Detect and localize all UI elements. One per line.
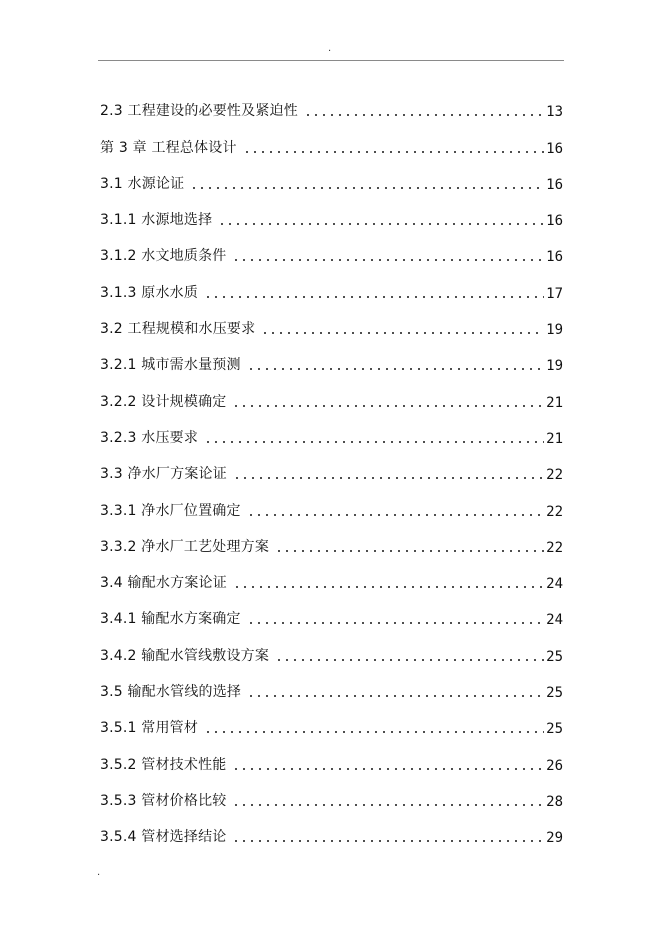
toc-entry-page: 16 xyxy=(546,140,563,157)
toc-entry-title: 3.4.1 输配水方案确定 xyxy=(100,611,241,628)
toc-leader-dots xyxy=(275,659,544,661)
toc-entry-page: 25 xyxy=(546,648,563,665)
toc-leader-dots xyxy=(232,768,544,770)
header-rule xyxy=(98,60,564,61)
toc-entry-page: 22 xyxy=(546,503,563,520)
toc-leader-dots xyxy=(243,151,544,153)
toc-entry[interactable] xyxy=(100,774,563,810)
toc-leader-dots xyxy=(232,840,544,842)
toc-leader-dots xyxy=(247,514,544,516)
toc-entry-page: 22 xyxy=(546,539,563,556)
toc-entry-title: 3.1.2 水文地质条件 xyxy=(100,248,227,265)
toc-leader-dots xyxy=(304,114,544,116)
toc-leader-dots xyxy=(233,477,544,479)
toc-entry-page: 29 xyxy=(546,830,563,847)
toc-entry-title: 3.5.2 管材技术性能 xyxy=(100,756,227,773)
toc-entry[interactable] xyxy=(100,229,563,265)
toc-leader-dots xyxy=(247,622,544,624)
toc-entry[interactable] xyxy=(100,120,563,156)
toc-entry[interactable] xyxy=(100,265,563,301)
toc-entry[interactable] xyxy=(100,520,563,556)
toc-entry-page: 17 xyxy=(546,285,563,302)
toc-entry-title: 3.3.1 净水厂位置确定 xyxy=(100,502,241,519)
toc-entry-title: 2.3 工程建设的必要性及紧迫性 xyxy=(100,103,298,120)
toc-entry-title: 3.3.2 净水厂工艺处理方案 xyxy=(100,538,270,555)
toc-entry[interactable] xyxy=(100,374,563,410)
toc-entry-title: 第 3 章 工程总体设计 xyxy=(100,139,237,156)
toc-entry[interactable] xyxy=(100,665,563,701)
toc-entry-page: 16 xyxy=(546,249,563,266)
toc-leader-dots xyxy=(232,259,544,261)
toc-leader-dots xyxy=(218,223,544,225)
toc-entry-title: 3.1 水源论证 xyxy=(100,175,185,192)
toc-entry[interactable] xyxy=(100,628,563,664)
toc-entry[interactable] xyxy=(100,556,563,592)
toc-entry-page: 13 xyxy=(546,104,563,121)
toc-entry-page: 19 xyxy=(546,358,563,375)
toc-entry[interactable] xyxy=(100,592,563,628)
toc-entry[interactable] xyxy=(100,447,563,483)
toc-leader-dots xyxy=(204,731,544,733)
toc-leader-dots xyxy=(275,550,544,552)
toc-entry-page: 16 xyxy=(546,213,563,230)
toc-leader-dots xyxy=(261,332,544,334)
toc-entry-page: 28 xyxy=(546,793,563,810)
toc-leader-dots xyxy=(232,804,544,806)
toc-entry-title: 3.4.2 输配水管线敷设方案 xyxy=(100,647,270,664)
toc-leader-dots xyxy=(247,695,544,697)
toc-entry-page: 19 xyxy=(546,322,563,339)
toc-entry-page: 21 xyxy=(546,430,563,447)
toc-entry[interactable] xyxy=(100,338,563,374)
toc-leader-dots xyxy=(204,441,544,443)
toc-entry-page: 24 xyxy=(546,612,563,629)
toc-entry[interactable] xyxy=(100,701,563,737)
toc-entry-title: 3.5 输配水管线的选择 xyxy=(100,684,242,701)
toc-entry-page: 25 xyxy=(546,721,563,738)
toc-entry-title: 3.3 净水厂方案论证 xyxy=(100,466,227,483)
toc-entry-title: 3.2.2 设计规模确定 xyxy=(100,393,227,410)
toc-entry-page: 22 xyxy=(546,467,563,484)
toc-leader-dots xyxy=(204,296,544,298)
toc-entry-title: 3.1.3 原水水质 xyxy=(100,284,199,301)
toc-entry-title: 3.5.4 管材选择结论 xyxy=(100,829,227,846)
toc-entry[interactable] xyxy=(100,193,563,229)
toc-entry-page: 25 xyxy=(546,685,563,702)
toc-entry[interactable] xyxy=(100,157,563,193)
toc-entry-title: 3.2 工程规模和水压要求 xyxy=(100,321,256,338)
header-mark: . xyxy=(328,43,332,54)
toc-entry-title: 3.2.3 水压要求 xyxy=(100,429,199,446)
toc-entry-title: 3.5.1 常用管材 xyxy=(100,720,199,737)
toc-entry-title: 3.2.1 城市需水量预测 xyxy=(100,357,241,374)
toc-entry-title: 3.1.1 水源地选择 xyxy=(100,212,213,229)
toc-leader-dots xyxy=(233,586,544,588)
toc-entry-title: 3.5.3 管材价格比较 xyxy=(100,792,227,809)
toc-leader-dots xyxy=(190,187,544,189)
footer-mark: . xyxy=(97,867,101,878)
toc-entry-page: 21 xyxy=(546,394,563,411)
table-of-contents xyxy=(100,84,563,846)
toc-entry[interactable] xyxy=(100,810,563,846)
toc-entry-title: 3.4 输配水方案论证 xyxy=(100,575,227,592)
toc-entry[interactable] xyxy=(100,737,563,773)
toc-entry[interactable] xyxy=(100,84,563,120)
toc-entry[interactable] xyxy=(100,483,563,519)
toc-entry[interactable] xyxy=(100,302,563,338)
toc-entry-page: 24 xyxy=(546,576,563,593)
toc-entry[interactable] xyxy=(100,411,563,447)
toc-entry-page: 26 xyxy=(546,757,563,774)
toc-leader-dots xyxy=(247,368,544,370)
toc-leader-dots xyxy=(232,405,544,407)
toc-entry-page: 16 xyxy=(546,176,563,193)
